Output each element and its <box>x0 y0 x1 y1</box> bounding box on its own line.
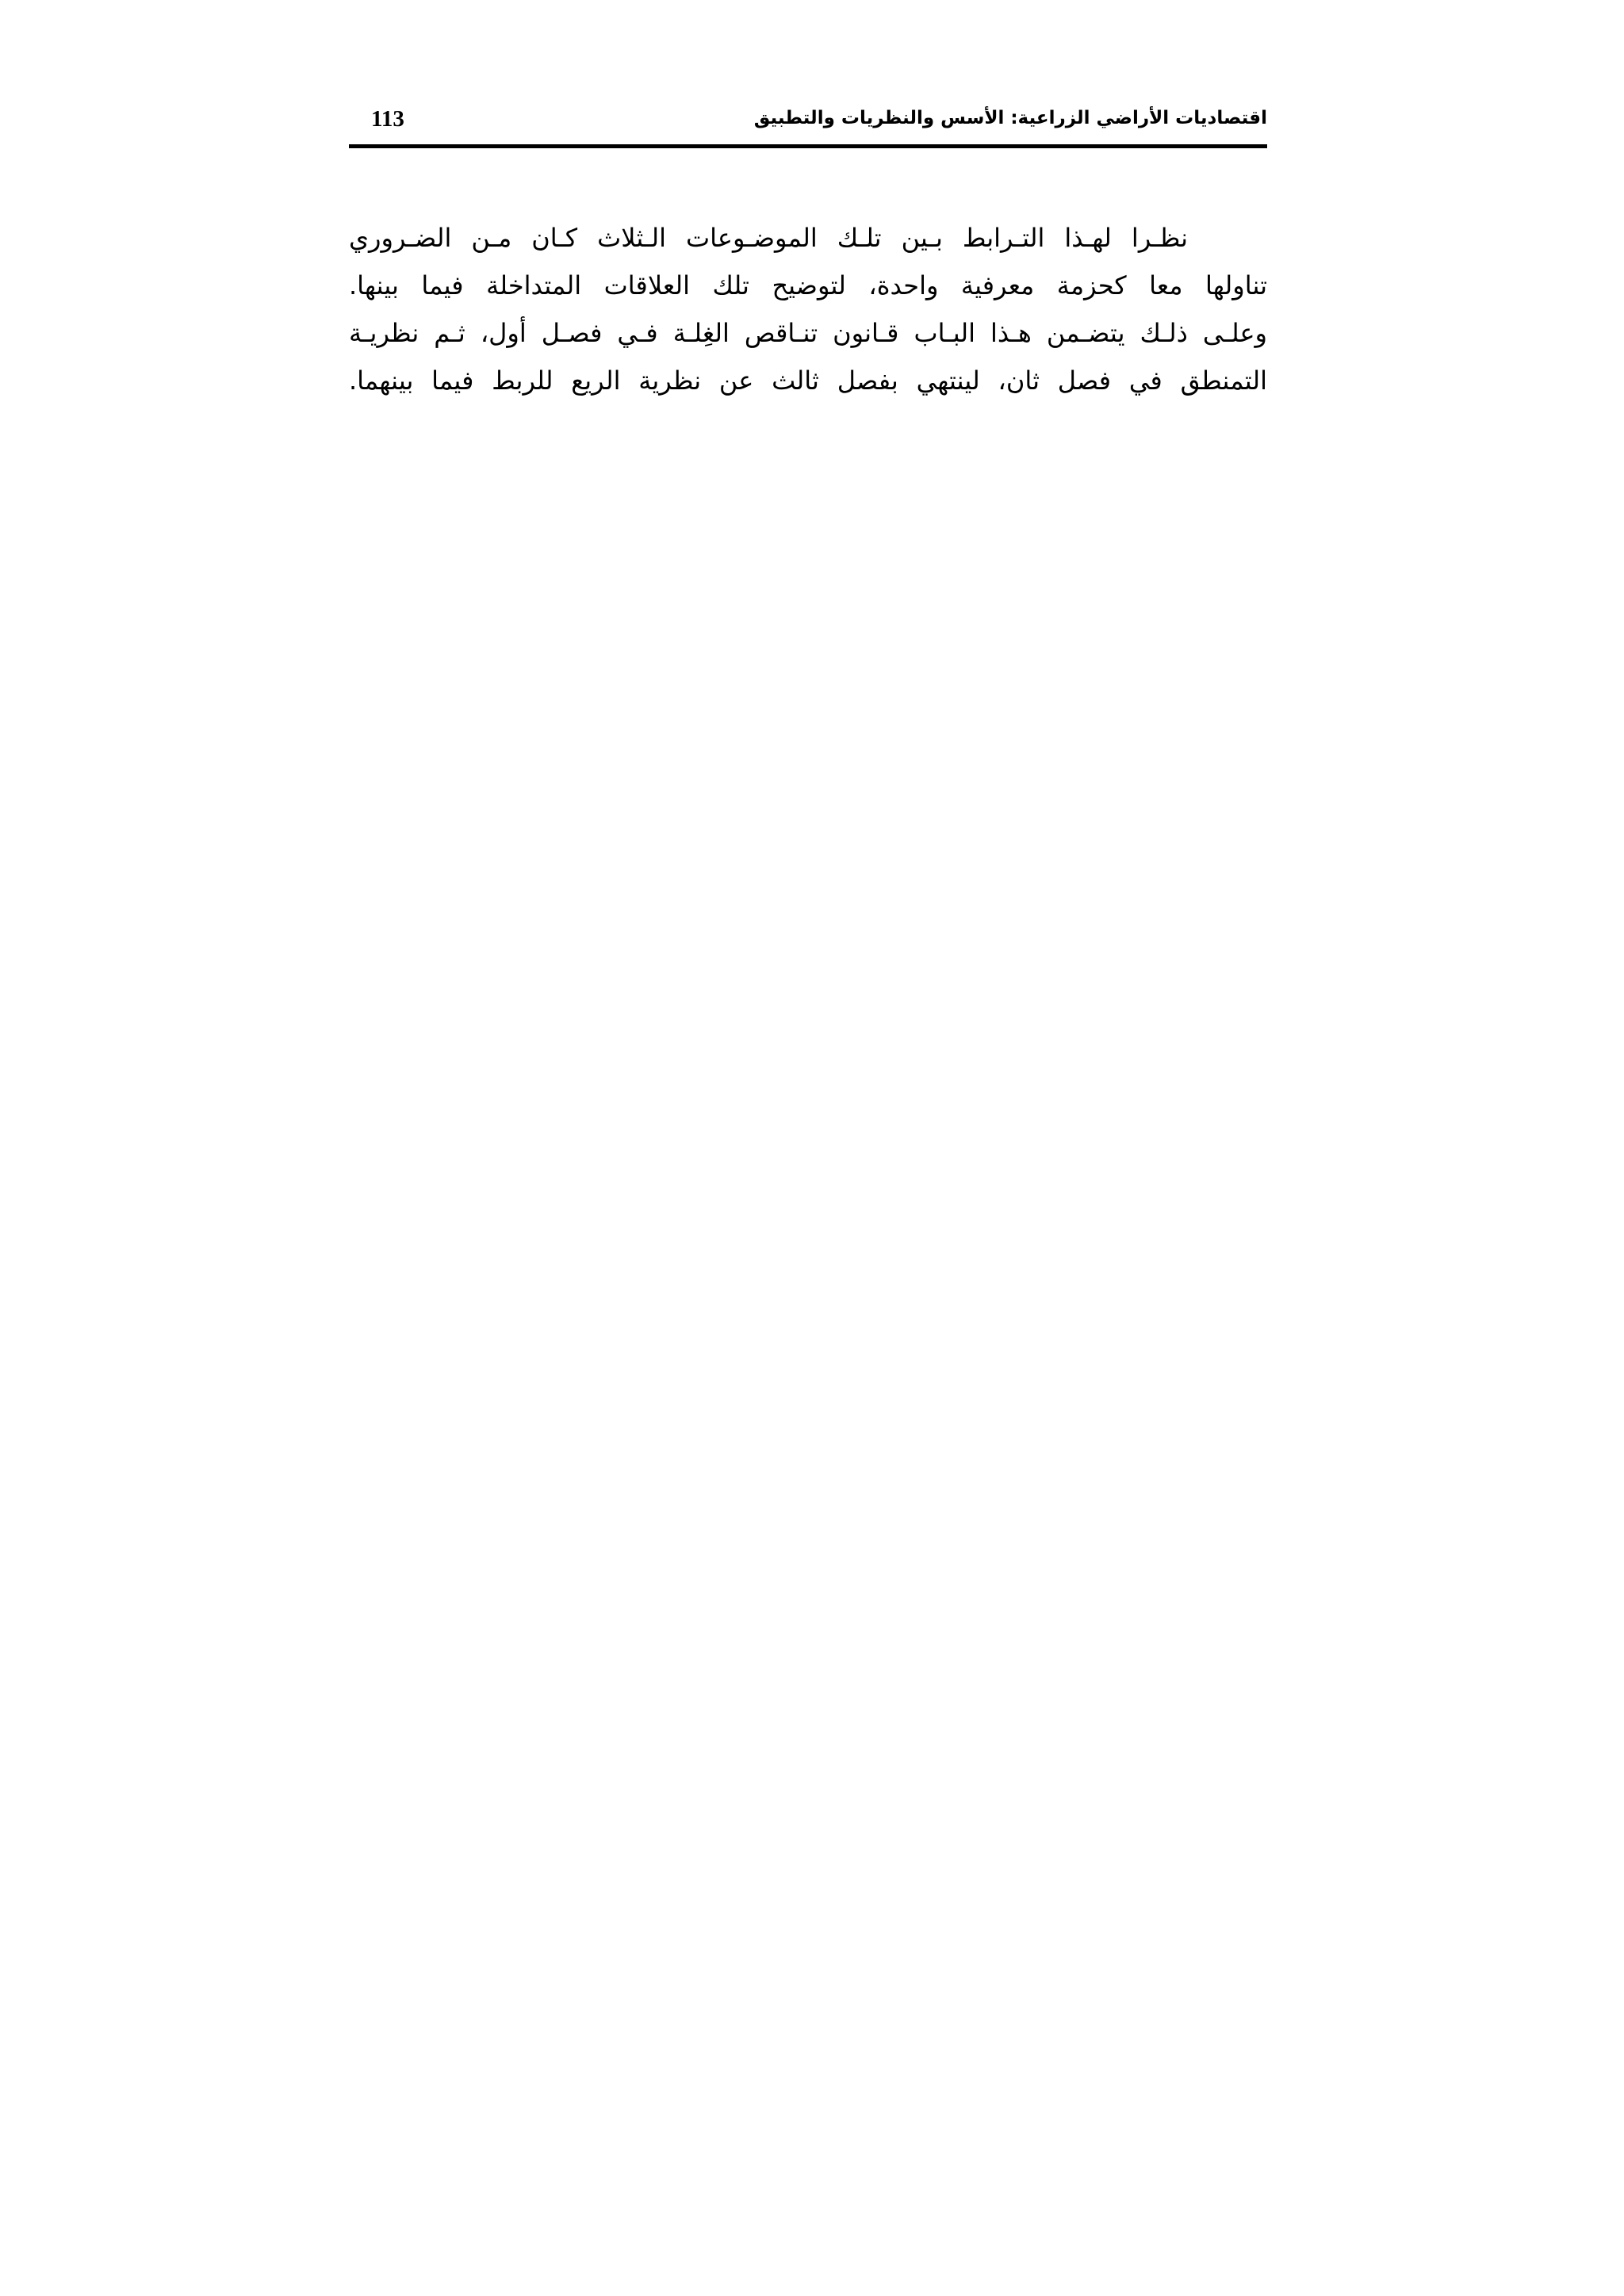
book-title: اقتصاديات الأراضي الزراعية: الأسس والنظريات والتطبيق <box>753 108 1267 128</box>
paragraph-line: التمنطق في فصل ثان، لينتهي بفصل ثالث عن نظرية الريع للربط فيما بينهما. <box>349 365 1267 396</box>
body-paragraph <box>349 214 1267 404</box>
paragraph-line: نظـرا لهـذا التـرابط بـين تلـك الموضـوعات الـثلاث كـان مـن الضـروري <box>349 223 1188 253</box>
header-rule <box>349 144 1267 148</box>
paragraph-line: وعلـى ذلـك يتضـمن هـذا البـاب قـانون تنـاقص الغِلـة فـي فصـل أول، ثـم نظريـة <box>349 318 1267 348</box>
running-header <box>349 101 1267 140</box>
page-number: 113 <box>371 106 404 132</box>
paragraph-line: تناولها معا كحزمة معرفية واحدة، لتوضيح تلك العلاقات المتداخلة فيما بينها. <box>349 270 1267 300</box>
